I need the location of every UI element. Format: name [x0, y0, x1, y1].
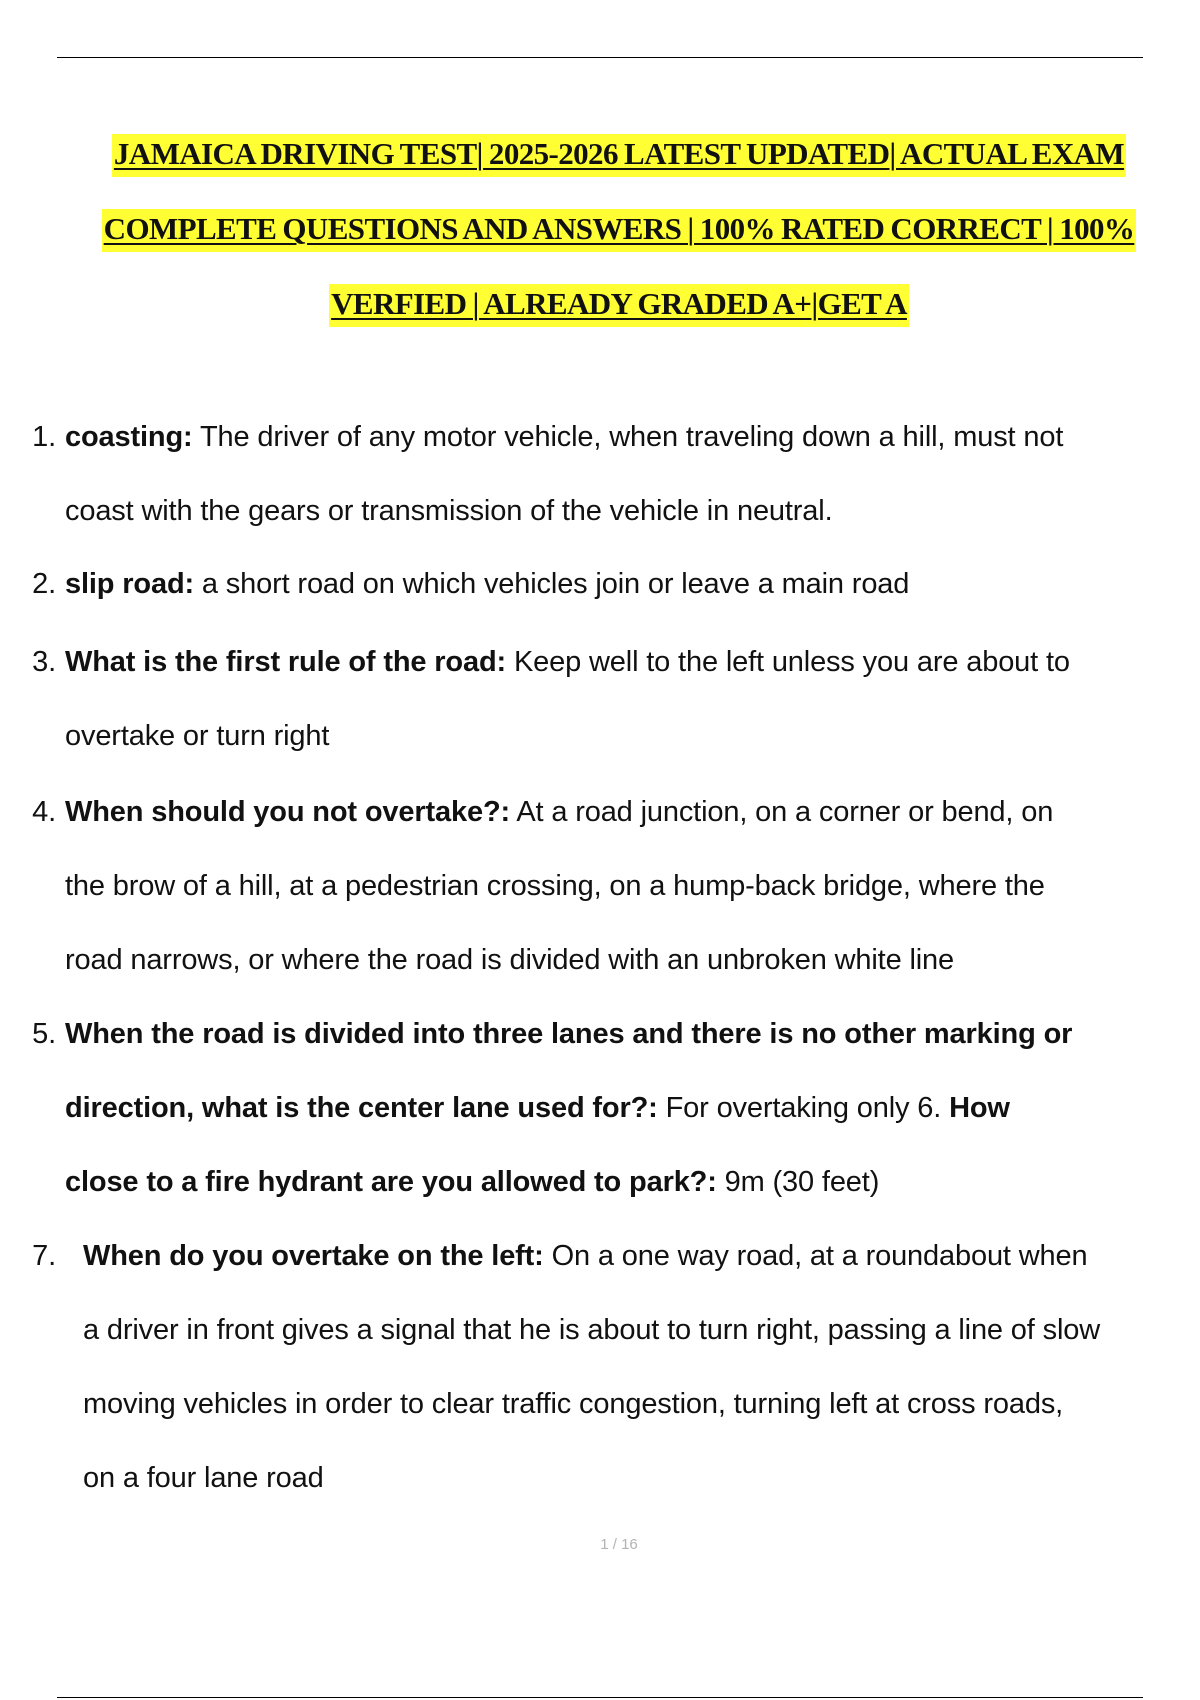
item-term: slip road: — [65, 568, 195, 600]
item-term: When the road is divided into three lanes and there is no other marking or — [65, 1018, 1073, 1050]
qa-item-7 — [0, 1219, 1100, 1515]
item-answer: Keep well to the left unless you are about to — [506, 646, 1070, 678]
item-answer-continued: overtake or turn right — [65, 720, 330, 752]
item-6-answer: 9m (30 feet) — [716, 1166, 880, 1198]
item-answer-continued: road narrows, or where the road is divided with an unbroken white line — [65, 944, 954, 976]
item-number: 4. — [32, 796, 56, 828]
item-6-term: How — [949, 1092, 1010, 1124]
item-term: coasting: — [65, 421, 193, 453]
qa-item-3 — [0, 625, 1070, 773]
item-term: When should you not overtake?: — [65, 796, 511, 828]
item-term-continued: direction, what is the center lane used for?: — [65, 1092, 658, 1124]
item-answer: At a road junction, on a corner or bend, on — [510, 796, 1054, 828]
item-number: 5. — [32, 1018, 56, 1050]
bottom-divider — [57, 1697, 1143, 1698]
title-line-3: VERFIED | ALREADY GRADED A+|GET A — [329, 284, 909, 327]
qa-item-4 — [0, 775, 1053, 997]
item-answer-continued: moving vehicles in order to clear traffic congestion, turning left at cross roads, — [83, 1388, 1064, 1420]
item-answer-continued: coast with the gears or transmission of the vehicle in neutral. — [65, 495, 833, 527]
item-number: 3. — [32, 646, 56, 678]
qa-item-1 — [0, 400, 1063, 548]
title-line-1: JAMAICA DRIVING TEST| 2025-2026 LATEST UPDATED| ACTUAL EXAM — [112, 134, 1126, 177]
qa-item-5 — [0, 997, 1072, 1219]
item-answer: a short road on which vehicles join or leave a main road — [194, 568, 910, 600]
item-term: When do you overtake on the left: — [83, 1240, 544, 1272]
item-term: What is the first rule of the road: — [65, 646, 507, 678]
item-answer-continued: a driver in front gives a signal that he is about to turn right, passing a line of slow — [83, 1314, 1101, 1346]
page-indicator: 1 / 16 — [600, 1536, 638, 1553]
item-number: 7. — [32, 1240, 56, 1272]
item-answer: For overtaking only 6. — [657, 1092, 950, 1124]
item-number: 2. — [32, 568, 56, 600]
qa-item-2 — [0, 547, 909, 621]
item-6-term-continued: close to a fire hydrant are you allowed to park?: — [65, 1166, 717, 1198]
item-number: 1. — [32, 421, 56, 453]
title-line-2: COMPLETE QUESTIONS AND ANSWERS | 100% RATED CORRECT | 100% — [102, 209, 1137, 252]
item-answer: The driver of any motor vehicle, when traveling down a hill, must not — [192, 421, 1064, 453]
top-divider — [57, 57, 1143, 58]
item-answer: On a one way road, at a roundabout when — [543, 1240, 1088, 1272]
item-answer-continued: the brow of a hill, at a pedestrian crossing, on a hump-back bridge, where the — [65, 870, 1045, 902]
item-answer-continued: on a four lane road — [83, 1462, 324, 1494]
document-title — [0, 116, 1200, 341]
